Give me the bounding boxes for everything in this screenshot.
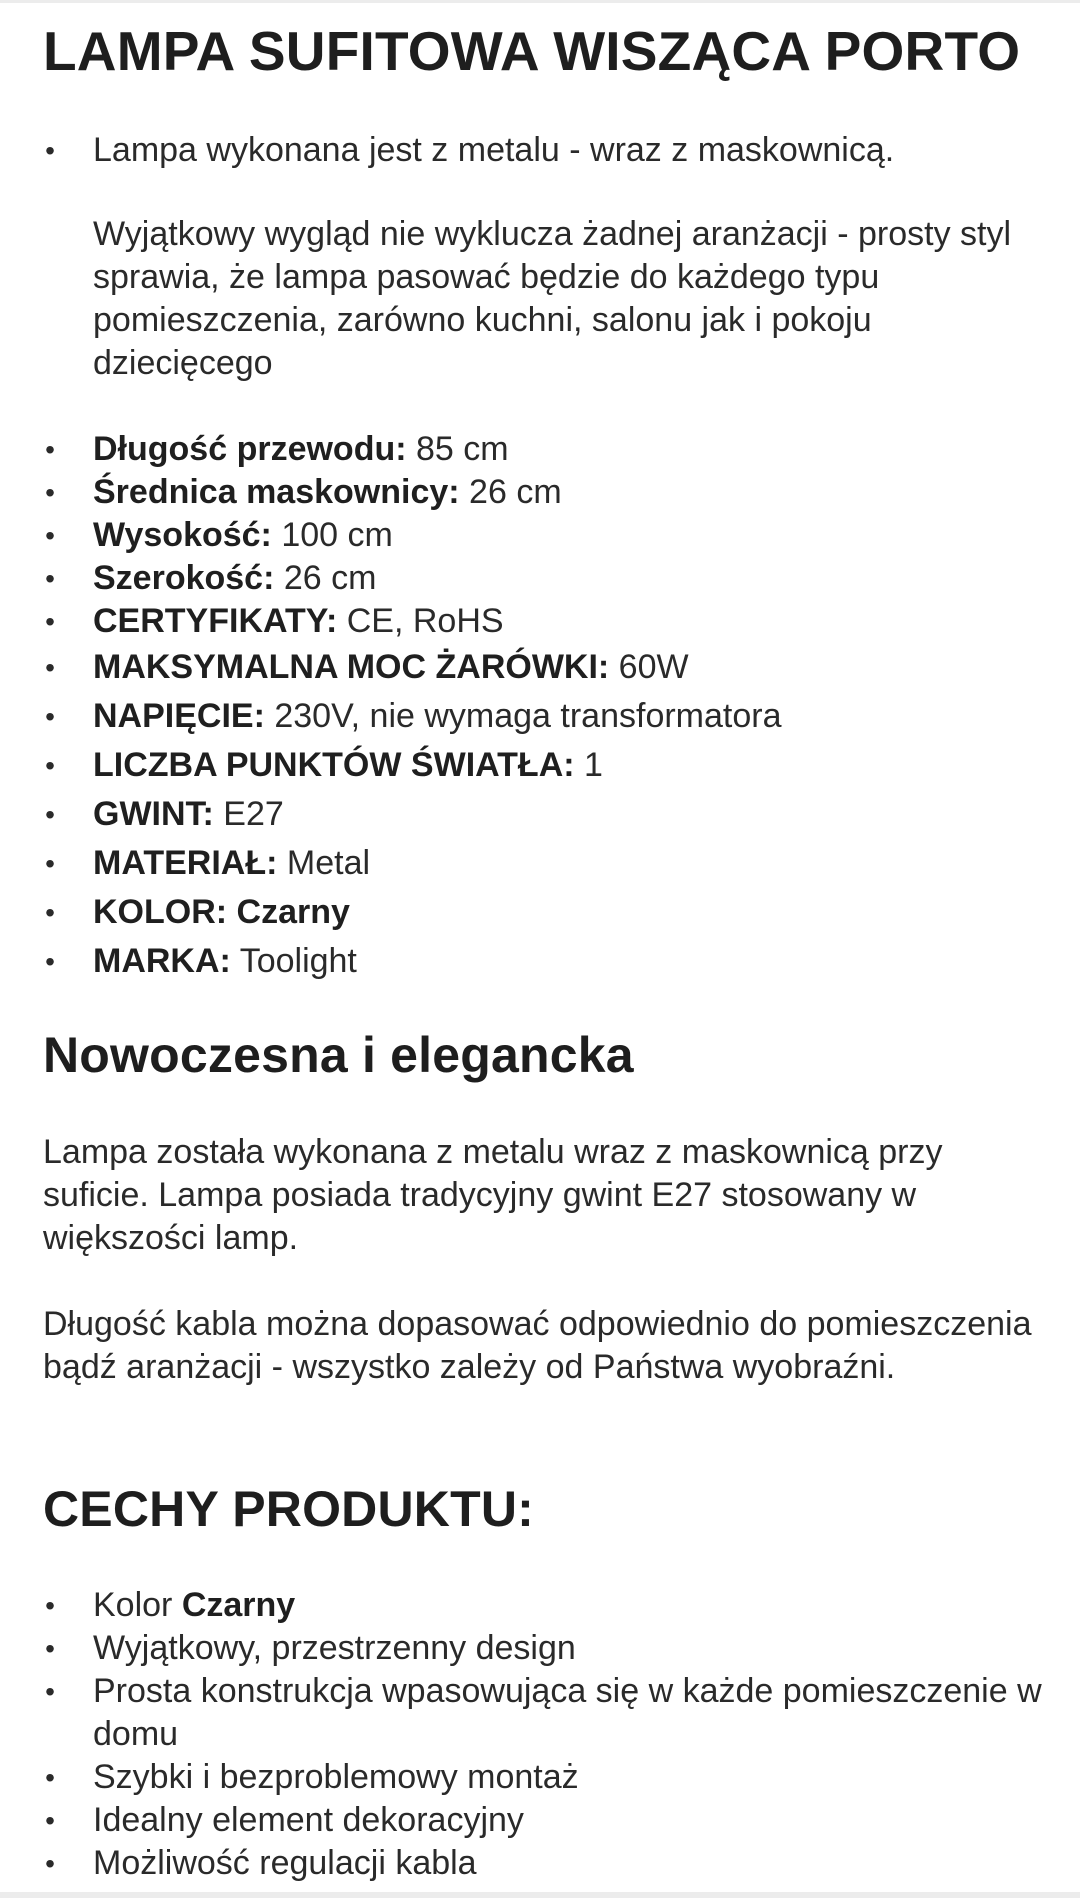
paragraph: Lampa została wykonana z metalu wraz z maskownicą przy suficie. Lampa posiada tradycyjny gwint E27 stosowany w większości lamp. bbox=[43, 1133, 943, 1257]
bullet-icon: • bbox=[45, 1676, 55, 1707]
spec-label: Wysokość: bbox=[93, 516, 272, 554]
spec-item bbox=[43, 557, 1043, 600]
bullet-icon: • bbox=[45, 799, 55, 830]
section-heading-features: CECHY PRODUKTU: bbox=[43, 1481, 534, 1537]
spec-label: GWINT: bbox=[93, 795, 214, 833]
spec-value: Toolight bbox=[230, 942, 357, 980]
spec-value: 26 cm bbox=[274, 559, 377, 597]
bullet-icon: • bbox=[45, 1805, 55, 1836]
spec-value: 60W bbox=[609, 648, 689, 686]
bullet-icon: • bbox=[45, 1848, 55, 1879]
spec-label: Długość przewodu: bbox=[93, 430, 407, 468]
feature-item bbox=[43, 1627, 1043, 1670]
spec-label: Średnica maskownicy: bbox=[93, 473, 460, 511]
spec-label: NAPIĘCIE: bbox=[93, 697, 265, 735]
bullet-icon: • bbox=[45, 750, 55, 781]
spec-label: MARKA: bbox=[93, 942, 231, 980]
bottom-divider bbox=[0, 1892, 1080, 1898]
intro-paragraph: Wyjątkowy wygląd nie wyklucza żadnej aranżacji - prosty styl sprawia, że lampa pasować będzie do każdego typu pomieszczenia, zarówno kuchni, salonu jak i pokoju dziecięcego bbox=[93, 215, 1012, 382]
bullet-icon: • bbox=[45, 701, 55, 732]
feature-text: Szybki i bezproblemowy montaż bbox=[93, 1758, 579, 1796]
spec-value: 85 cm bbox=[406, 430, 509, 468]
bullet-icon: • bbox=[45, 652, 55, 683]
spec-label: CERTYFIKATY: bbox=[93, 602, 338, 640]
spec-label: Szerokość: bbox=[93, 559, 275, 597]
feature-text: Prosta konstrukcja wpasowująca się w każde pomieszczenie w domu bbox=[93, 1672, 1042, 1753]
spec-item bbox=[43, 600, 1043, 643]
feature-text: Wyjątkowy, przestrzenny design bbox=[93, 1629, 576, 1667]
bullet-icon: • bbox=[45, 606, 55, 637]
bullet-icon: • bbox=[45, 434, 55, 465]
spec-value: 26 cm bbox=[459, 473, 562, 511]
feature-text: Możliwość regulacji kabla bbox=[93, 1844, 477, 1882]
bullet-icon: • bbox=[45, 563, 55, 594]
spec-item bbox=[43, 888, 1043, 937]
top-divider bbox=[0, 0, 1080, 3]
bullet-icon: • bbox=[45, 897, 55, 928]
bullet-icon: • bbox=[45, 1633, 55, 1664]
feature-item bbox=[43, 1756, 1043, 1799]
feature-item bbox=[43, 1799, 1043, 1842]
feature-item bbox=[43, 1670, 1043, 1756]
bullet-icon: • bbox=[45, 520, 55, 551]
spec-value: E27 bbox=[213, 795, 284, 833]
bullet-icon: • bbox=[45, 477, 55, 508]
spec-label: LICZBA PUNKTÓW ŚWIATŁA: bbox=[93, 746, 575, 784]
paragraph: Długość kabla można dopasować odpowiednio do pomieszczenia bądź aranżacji - wszystko zależy od Państwa wyobraźni. bbox=[43, 1305, 1032, 1386]
feature-color-prefix: Kolor bbox=[93, 1586, 182, 1624]
feature-item bbox=[43, 1842, 1043, 1885]
specs-list bbox=[43, 428, 1043, 986]
list-item bbox=[43, 129, 1043, 385]
spec-label: MAKSYMALNA MOC ŻARÓWKI: bbox=[93, 648, 610, 686]
features-list bbox=[43, 1584, 1043, 1885]
spec-label: MATERIAŁ: bbox=[93, 844, 278, 882]
spec-item bbox=[43, 428, 1043, 471]
spec-value: 230V, nie wymaga transformatora bbox=[264, 697, 782, 735]
intro-list bbox=[43, 129, 1043, 385]
feature-text: Idealny element dekoracyjny bbox=[93, 1801, 524, 1839]
bullet-icon: • bbox=[45, 1762, 55, 1793]
section-heading-elegant: Nowoczesna i elegancka bbox=[43, 1027, 634, 1083]
feature-item bbox=[43, 1584, 1043, 1627]
spec-value: 1 bbox=[574, 746, 603, 784]
spec-item bbox=[43, 839, 1043, 888]
intro-line: Lampa wykonana jest z metalu - wraz z maskownicą. bbox=[93, 131, 895, 169]
bullet-icon: • bbox=[45, 946, 55, 977]
bullet-icon: • bbox=[45, 135, 55, 166]
spec-item bbox=[43, 643, 1043, 692]
spec-value: CE, RoHS bbox=[337, 602, 504, 640]
spec-item bbox=[43, 471, 1043, 514]
spec-value: 100 cm bbox=[271, 516, 393, 554]
bullet-icon: • bbox=[45, 1590, 55, 1621]
spec-value: Metal bbox=[277, 844, 371, 882]
spec-item bbox=[43, 741, 1043, 790]
feature-color-value: Czarny bbox=[181, 1586, 296, 1624]
product-title: LAMPA SUFITOWA WISZĄCA PORTO bbox=[43, 20, 1021, 82]
spec-item bbox=[43, 692, 1043, 741]
spec-item bbox=[43, 937, 1043, 986]
spec-item bbox=[43, 790, 1043, 839]
spec-item bbox=[43, 514, 1043, 557]
spec-label: KOLOR: Czarny bbox=[93, 893, 350, 931]
bullet-icon: • bbox=[45, 848, 55, 879]
